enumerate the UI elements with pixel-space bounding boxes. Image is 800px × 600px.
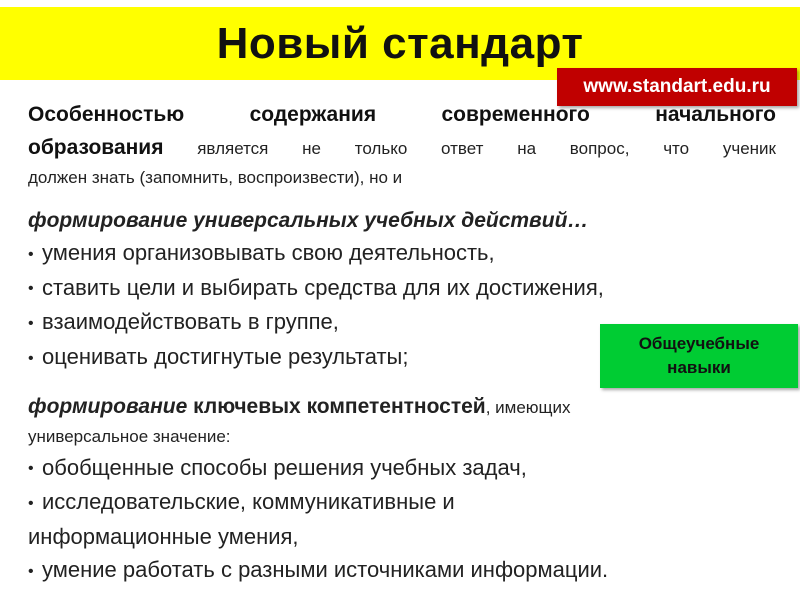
bullet-icon: • [28,315,34,333]
bullet-icon: • [28,280,34,298]
intro-line-2 [28,131,776,165]
section-competences-sub: универсальное значение: [28,426,231,446]
list-item-text: ставить цели и выбирать средства для их достижения, [42,274,604,300]
intro-line-2-bold: образования [28,136,164,159]
section-competences [28,391,776,588]
bullet-icon: • [28,495,34,513]
section-uud-heading: формирование универсальных учебных действий… [28,209,589,232]
url-badge[interactable]: www.standart.edu.ru [557,68,797,106]
list-item-text: информационные умения, [28,524,299,550]
general-skills-badge[interactable] [600,324,798,388]
bullet-icon: • [28,562,34,580]
list-item-text: умение работать с разными источниками информации. [42,557,609,583]
intro-line-2-rest: является не только ответ на вопрос, что ученик [163,139,776,158]
section-competences-heading-bold: ключевых компетентностей [187,394,486,418]
general-skills-badge-line2: навыки [667,358,731,377]
list-item [28,451,776,486]
list-item [28,485,776,520]
section-competences-list [28,451,776,588]
intro-line-3: должен знать (запомнить, воспроизвести), но и [28,168,403,187]
list-item-text: исследовательские, коммуникативные и [42,489,455,515]
bullet-icon: • [28,349,34,367]
section-competences-heading [28,391,776,423]
slide-title: Новый стандарт [216,18,584,68]
list-item-text: умения организовывать свою деятельность, [42,240,495,265]
general-skills-badge-line1: Общеучебные [638,334,760,353]
intro-line-1: Особенностью содержания современного начального [28,103,776,126]
bullet-icon: • [28,245,34,263]
list-item [28,553,776,588]
list-item [28,236,776,271]
section-competences-heading-italic: формирование [28,394,188,418]
list-item [28,271,776,306]
list-item-text: обобщенные способы решения учебных задач, [42,454,527,480]
bullet-icon: • [28,460,34,478]
list-item-text: взаимодействовать в группе, [42,309,339,335]
list-item-text: оценивать достигнутые результаты; [42,344,409,370]
intro-paragraph [28,98,776,191]
list-item-continuation [28,520,776,553]
section-competences-heading-rest: , имеющих [485,397,571,417]
